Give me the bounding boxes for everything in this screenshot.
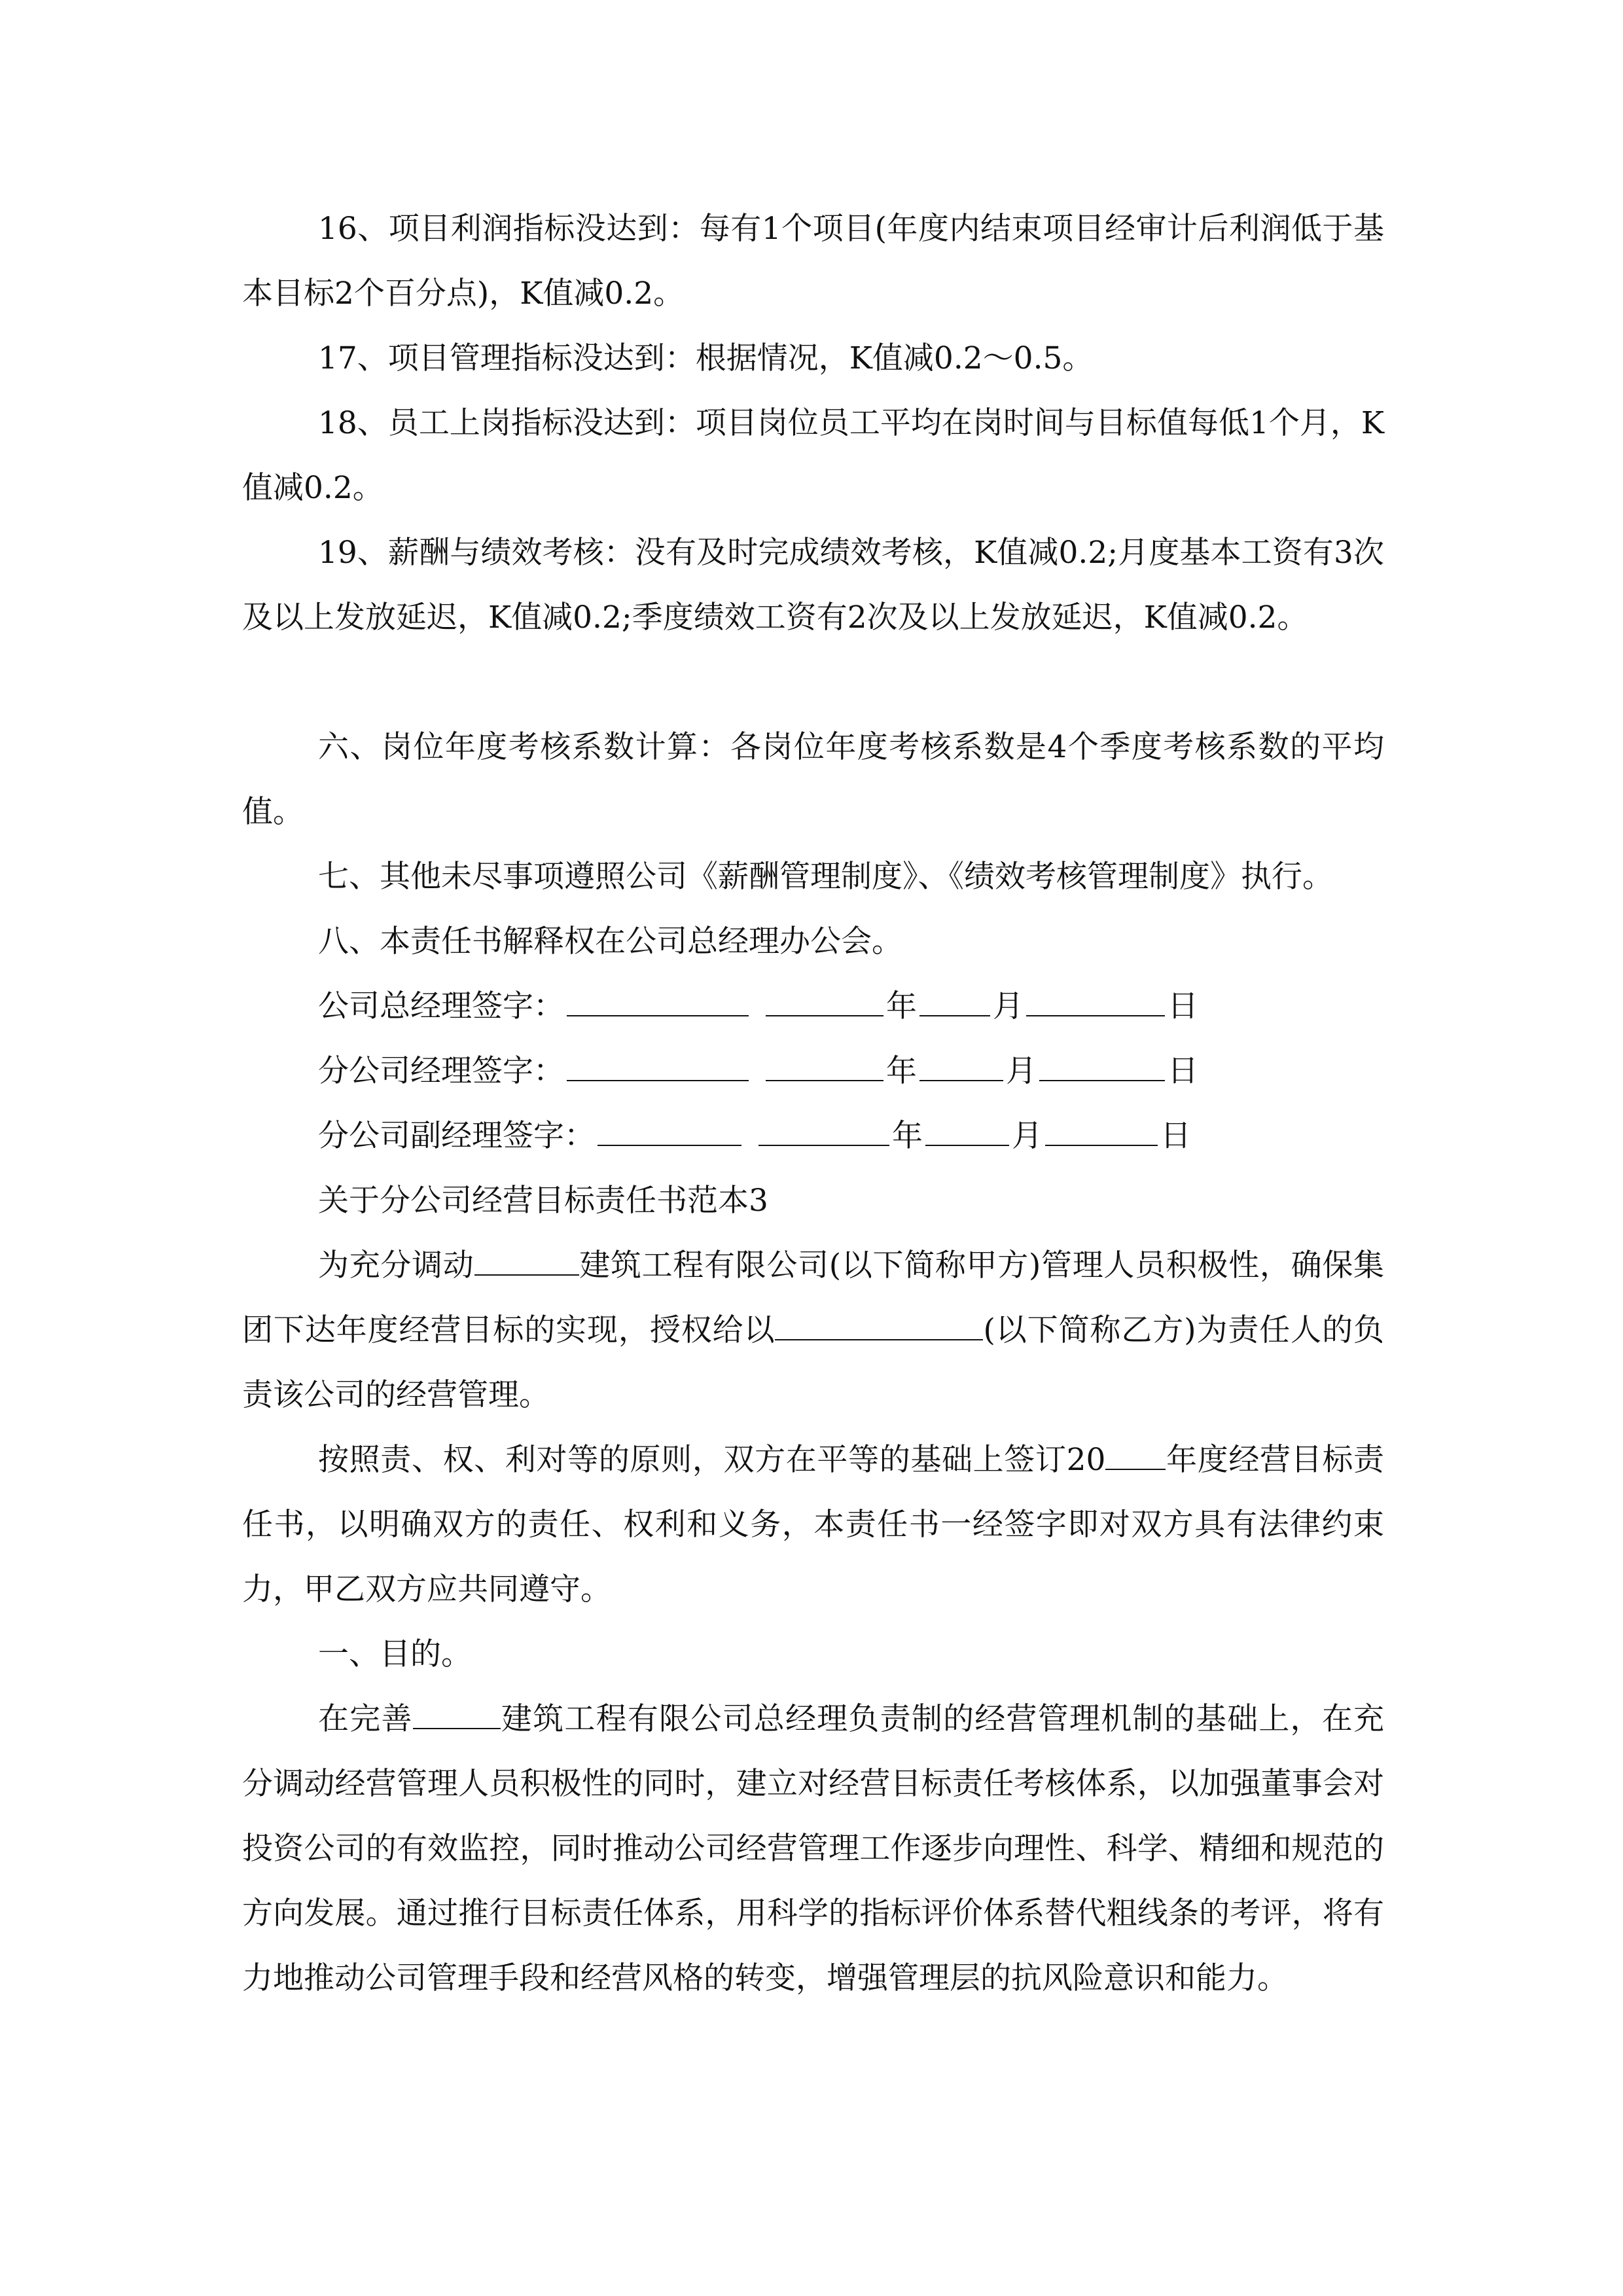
principle-text-2: 年度经营目标责任书，以明确双方的责任、权利和义务，本责任书一经签字即对双方具有法律约束力，甲乙双方应共同遵守。: [242, 1442, 1384, 1607]
intro-text-2: 建筑工程有限公司(以下简称甲方)管理人员积极性，确保集团下达年度经营目标的实现，授权给以: [242, 1247, 1385, 1348]
month-label: 月: [1006, 1053, 1037, 1089]
year-blank[interactable]: [766, 989, 883, 1016]
day-label: 日: [1168, 988, 1198, 1024]
month-blank[interactable]: [919, 1054, 1003, 1081]
intro-text-1: 为充分调动: [318, 1247, 474, 1283]
month-blank[interactable]: [925, 1119, 1009, 1146]
intro-paragraph: [242, 1233, 1384, 1427]
heading-purpose: 一、目的。: [318, 1636, 472, 1672]
year-blank[interactable]: [758, 1119, 889, 1146]
year-label: 年: [892, 1118, 923, 1154]
purpose-paragraph: [242, 1687, 1384, 2011]
day-label: 日: [1168, 1053, 1198, 1089]
signature-blank[interactable]: [567, 989, 749, 1016]
company-name-blank[interactable]: [413, 1703, 501, 1729]
day-blank[interactable]: [1039, 1054, 1165, 1081]
paragraph-section-6: 六、岗位年度考核系数计算：各岗位年度考核系数是4个季度考核系数的平均值。: [242, 729, 1384, 830]
paragraph-item-17: 17、项目管理指标没达到：根据情况，K值减0.2～0.5。: [318, 340, 1094, 376]
year-number-blank[interactable]: [1105, 1444, 1166, 1470]
purpose-text-2: 建筑工程有限公司总经理负责制的经营管理机制的基础上，在充分调动经营管理人员积极性的同时，建立对经营目标责任考核体系，以加强董事会对投资公司的有效监控，同时推动公司经营管理工作逐步向理性、科学、精细和规范的方向发展。通过推行目标责任体系，用科学的指标评价体系替代粗线条的考评，将有力地推动公司管理手段和经营风格的转变，增强管理层的抗风险意识和能力。: [242, 1701, 1385, 1996]
signature-label: 公司总经理签字：: [318, 988, 564, 1024]
principle-paragraph: [242, 1427, 1384, 1622]
month-label: 月: [993, 988, 1024, 1024]
paragraph-section-7: 七、其他未尽事项遵照公司《薪酬管理制度》、《绩效考核管理制度》执行。: [318, 859, 1333, 895]
paragraph-item-16: 16、项目利润指标没达到：每有1个项目(年度内结束项目经审计后利润低于基本目标2个百分点)，K值减0.2。: [242, 211, 1384, 312]
signature-label: 分公司经理签字：: [318, 1053, 564, 1089]
purpose-text-1: 在完善: [318, 1701, 413, 1737]
year-label: 年: [886, 988, 917, 1024]
signature-line-general-manager: [318, 974, 1198, 1039]
party-b-blank[interactable]: [775, 1314, 983, 1340]
signature-blank[interactable]: [597, 1119, 741, 1146]
company-name-blank[interactable]: [474, 1249, 579, 1276]
year-blank[interactable]: [766, 1054, 883, 1081]
signature-blank[interactable]: [567, 1054, 749, 1081]
principle-text-1: 按照责、权、利对等的原则，双方在平等的基础上签订20: [318, 1442, 1106, 1478]
section-title: 关于分公司经营目标责任书范本3: [318, 1183, 768, 1219]
intro-text-3: (以下简称乙方)为责任人的负责该公司的经营管理。: [242, 1312, 1384, 1413]
signature-line-deputy-manager: [318, 1103, 1191, 1168]
signature-line-branch-manager: [318, 1039, 1198, 1103]
paragraph-item-18: 18、员工上岗指标没达到：项目岗位员工平均在岗时间与目标值每低1个月，K值减0.2。: [242, 405, 1384, 506]
month-label: 月: [1012, 1118, 1043, 1154]
paragraph-item-19: 19、薪酬与绩效考核：没有及时完成绩效考核，K值减0.2;月度基本工资有3次及以上发放延迟，K值减0.2;季度绩效工资有2次及以上发放延迟，K值减0.2。: [242, 535, 1384, 636]
day-label: 日: [1160, 1118, 1191, 1154]
day-blank[interactable]: [1045, 1119, 1158, 1146]
day-blank[interactable]: [1026, 989, 1165, 1016]
signature-label: 分公司副经理签字：: [318, 1118, 595, 1154]
month-blank[interactable]: [919, 989, 990, 1016]
year-label: 年: [886, 1053, 917, 1089]
paragraph-section-8: 八、本责任书解释权在公司总经理办公会。: [318, 924, 902, 960]
